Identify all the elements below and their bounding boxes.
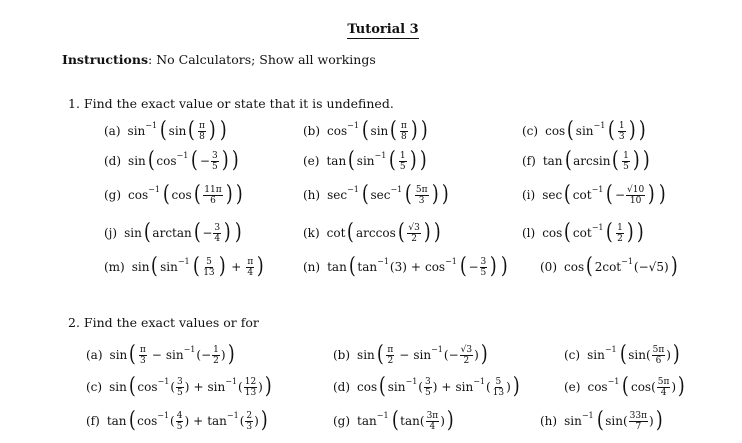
item-label: (h)	[540, 414, 558, 428]
fraction: $\frac{√3}{2}$	[460, 344, 473, 366]
page-title: Tutorial 3	[347, 22, 419, 37]
q2-item-h	[540, 406, 664, 436]
fraction: $\frac{12}{13}$	[244, 376, 257, 398]
fraction: $\frac{1}{2}$	[617, 222, 623, 244]
math-expression: sin ( cos −1 ( $\frac{3}{5}$ ) + sin −1 ( $\frac{12}{13}$ ) )	[109, 374, 272, 399]
fraction: $\frac{\pi}{8}$	[198, 120, 205, 142]
fraction: $\frac{3\pi}{4}$	[426, 410, 439, 432]
q2-item-d	[333, 372, 521, 402]
fraction: $\frac{5\pi}{6}$	[652, 344, 665, 366]
q2-item-b	[333, 340, 489, 370]
q1-item-o	[540, 252, 679, 282]
q1-item-f	[522, 146, 652, 176]
math-expression: cos −1 ( cos ( $\frac{5\pi}{4}$ ) )	[587, 374, 685, 399]
math-expression: sin ( $\frac{\pi}{3}$ − sin −1 ( − $\frac{1}{2}$ ) )	[109, 342, 235, 367]
q1-item-d	[104, 146, 241, 176]
math-expression: sin ( $\frac{\pi}{2}$ − sin −1 ( − $\frac{√3}{2}$ ) )	[357, 342, 488, 367]
item-label: (c)	[86, 380, 103, 394]
q1-item-e	[303, 146, 429, 176]
item-label: (a)	[104, 124, 121, 138]
fraction: $\frac{11\pi}{6}$	[204, 184, 222, 206]
q2-item-c2	[86, 372, 273, 402]
math-expression: sin −1 ( sin ( $\frac{\pi}{8}$ ) )	[127, 118, 227, 143]
item-label: (c)	[564, 348, 581, 362]
math-expression: cot ( arccos ( $\frac{√3}{2}$ ) )	[326, 220, 442, 245]
math-expression: tan −1 ( tan ( $\frac{3\pi}{4}$ ) )	[357, 408, 454, 433]
item-label: (d)	[104, 154, 122, 168]
math-expression: cos −1 ( sin ( $\frac{\pi}{8}$ ) )	[327, 118, 429, 143]
math-expression: sec −1 ( sec −1 ( $\frac{5\pi}{3}$ ) )	[327, 182, 449, 207]
fraction: $\frac{4}{5}$	[176, 410, 183, 432]
math-expression: sin ( arctan ( − $\frac{3}{4}$ ) )	[124, 220, 242, 245]
math-expression: cos ( cot −1 ( $\frac{1}{2}$ ) )	[542, 220, 645, 245]
math-expression: tan ( tan −1 (3) + cos −1 ( − $\frac{3}{5}$ ) )	[327, 254, 508, 279]
q1-item-b	[303, 116, 430, 146]
fraction: $\frac{1}{5}$	[623, 150, 629, 172]
question-1-heading: 1. Find the exact value or state that it is undefined.	[68, 96, 394, 111]
math-expression: sec ( cot −1 ( − $\frac{√10}{10}$ ) )	[542, 182, 666, 207]
fraction: $\frac{3}{5}$	[211, 150, 218, 172]
q1-item-j	[104, 218, 243, 248]
item-label: (b)	[333, 348, 351, 362]
fraction: $\frac{\pi}{2}$	[387, 344, 394, 366]
fraction: $\frac{1}{5}$	[399, 150, 406, 172]
math-expression: sin −1 ( sin ( $\frac{5\pi}{6}$ ) )	[587, 342, 680, 367]
item-label: (e)	[303, 154, 320, 168]
item-label: (a)	[86, 348, 103, 362]
q1-item-c	[522, 116, 648, 146]
q2-item-e	[564, 372, 687, 402]
fraction: $\frac{\pi}{3}$	[139, 344, 146, 366]
item-label: (m)	[104, 260, 125, 274]
item-label: (g)	[333, 414, 351, 428]
q1-item-i	[522, 180, 667, 210]
fraction: $\frac{√3}{2}$	[408, 222, 420, 244]
fraction: $\frac{3}{5}$	[424, 376, 431, 398]
fraction: $\frac{5\pi}{3}$	[415, 184, 428, 206]
q2-item-f	[86, 406, 269, 436]
q1-item-a	[104, 116, 228, 146]
math-expression: cos ( sin −1 ( $\frac{3}{5}$ ) + sin −1 ( $\frac{5}{13}$ ) )	[357, 374, 520, 399]
q1-item-h	[303, 180, 451, 210]
fraction: $\frac{3}{4}$	[214, 222, 221, 244]
fraction: $\frac{\pi}{8}$	[400, 120, 407, 142]
q1-item-m	[104, 252, 266, 282]
question-2-heading: 2. Find the exact values or for	[68, 315, 259, 330]
item-label: (g)	[104, 188, 122, 202]
math-expression: tan ( arcsin ( $\frac{1}{5}$ ) )	[542, 148, 651, 173]
q2-item-a	[86, 340, 236, 370]
q2-item-c1	[564, 340, 682, 370]
q1-item-k	[303, 218, 443, 248]
item-label: (0)	[540, 260, 557, 274]
q1-item-n	[303, 252, 509, 282]
fraction: $\frac{\pi}{4}$	[247, 256, 254, 278]
instructions	[62, 52, 376, 67]
math-expression: cos ( sin −1 ( $\frac{1}{3}$ ) )	[545, 118, 646, 143]
instructions-label: Instructions	[62, 52, 149, 67]
fraction: $\frac{3}{5}$	[177, 376, 183, 398]
math-expression: tan ( cos −1 ( $\frac{4}{5}$ ) + tan −1 ( $\frac{2}{3}$ ) )	[106, 408, 268, 433]
fraction: $\frac{5\pi}{4}$	[657, 376, 670, 398]
fraction: $\frac{1}{2}$	[213, 344, 219, 366]
item-label: (l)	[522, 226, 536, 240]
item-label: (i)	[522, 188, 536, 202]
item-label: (j)	[104, 226, 118, 240]
math-expression: sin ( cos −1 ( − $\frac{3}{5}$ ) )	[128, 148, 239, 173]
item-label: (c)	[522, 124, 539, 138]
fraction: $\frac{√10}{10}$	[627, 184, 645, 206]
item-label: (d)	[333, 380, 351, 394]
fraction: $\frac{33\pi}{7}$	[629, 410, 648, 432]
math-expression: sin ( sin −1 ( $\frac{5}{13}$ ) + $\frac{\pi}{4}$ )	[131, 254, 264, 279]
item-label: (h)	[303, 188, 321, 202]
math-expression: tan ( sin −1 ( $\frac{1}{5}$ ) )	[326, 148, 427, 173]
math-expression: sin −1 ( sin ( $\frac{33\pi}{7}$ ) )	[564, 408, 663, 433]
fraction: $\frac{5}{13}$	[492, 376, 505, 398]
fraction: $\frac{5}{13}$	[203, 256, 215, 278]
fraction: $\frac{3}{5}$	[480, 256, 487, 278]
item-label: (b)	[303, 124, 321, 138]
item-label: (f)	[86, 414, 100, 428]
fraction: $\frac{2}{3}$	[246, 410, 253, 432]
item-label: (f)	[522, 154, 536, 168]
math-expression: cos ( 2 cot −1 ( − √5 ) )	[564, 254, 678, 279]
item-label: (n)	[303, 260, 321, 274]
q1-item-l	[522, 218, 646, 248]
q1-item-g	[104, 180, 245, 210]
instructions-text: : No Calculators; Show all workings	[148, 52, 376, 67]
q2-item-g	[333, 406, 456, 436]
math-expression: cos −1 ( cos ( $\frac{11\pi}{6}$ ) )	[128, 182, 243, 207]
item-label: (e)	[564, 380, 581, 394]
item-label: (k)	[303, 226, 320, 240]
fraction: $\frac{1}{3}$	[618, 120, 625, 142]
